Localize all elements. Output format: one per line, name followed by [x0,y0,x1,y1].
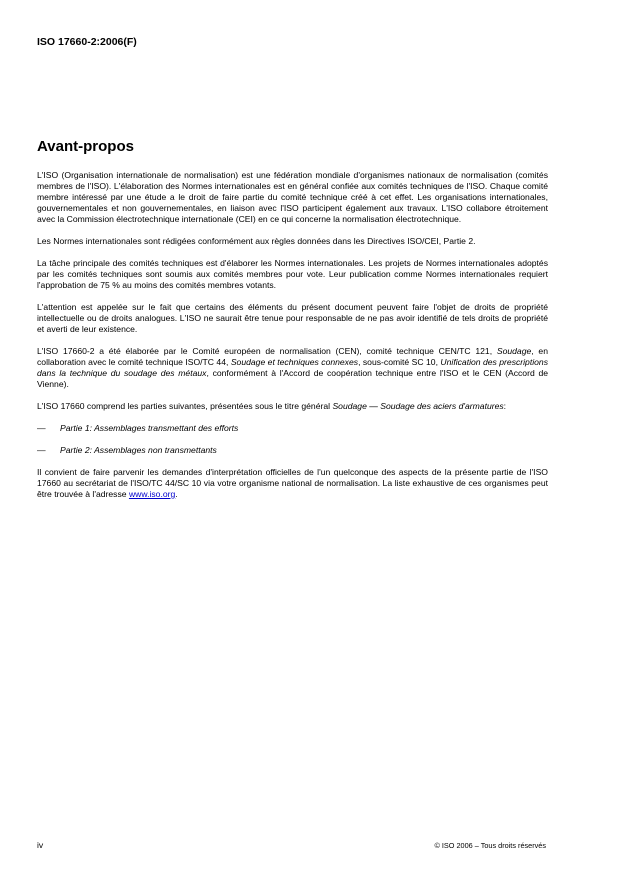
text: , en collaboration avec le comité technique ISO/TC 44, [37,346,548,367]
text: L'ISO 17660 comprend les parties suivantes, présentées sous le titre général [37,401,333,411]
paragraph-patent-rights: L'attention est appelée sur le fait que certains des éléments du présent document peuvent faire l'objet de droits de propriété intellectuelle ou de droits analogues. L'ISO ne saurait être tenue pour responsable de ne pas avoir identifié de tels droits de propriété et averti de leur existence. [37,302,548,334]
italic-text: Soudage [496,346,532,356]
list-item [37,445,548,456]
text: : [503,401,507,411]
paragraph-preparation [37,346,548,390]
text: , conformément à l'Accord de coopération technique entre l'ISO et le CEN (Accord de Vienne). [37,368,549,389]
italic-text: Unification des prescriptions dans la technique du soudage des métaux [37,357,548,378]
document-id-header: ISO 17660-2:2006(F) [37,36,137,48]
text: Il convient de faire parvenir les demandes d'interprétation officielles de l'un quelconque des aspects de la présente partie de l'ISO 17660 au secrétariat de l'ISO/TC 44/SC 10 via votre organisme national de normalisation. La liste exhaustive de ces organismes peut être trouvée à l'adresse [37,467,548,499]
paragraph-directives: Les Normes internationales sont rédigées conformément aux règles données dans les Directives ISO/CEI, Partie 2. [37,236,476,246]
copyright-notice: © ISO 2006 – Tous droits réservés [434,841,546,850]
page-number: iv [37,840,44,850]
paragraph-technical-committees: La tâche principale des comités techniques est d'élaborer les Normes internationales. Les projets de Normes internationales adoptés par les comités techniques sont soumis aux comités membres pour vote. Leur publication comme Normes internationales requiert l'approbation de 75 % au moins des comités membres votants. [37,258,548,290]
list-item [37,423,548,434]
text: L'ISO 17660-2 a été élaborée par le Comité européen de normalisation (CEN), comité technique CEN/TC 121, [37,346,497,356]
paragraph-interpretation-requests [37,467,548,500]
paragraph-iso-intro: L'ISO (Organisation internationale de normalisation) est une fédération mondiale d'organismes nationaux de normalisation (comités membres de l'ISO). L'élaboration des Normes internationales est en général confiée aux comités techniques de l'ISO. Chaque comité membre intéressé par une étude a le droit de faire partie du comité technique créé à cet effet. Les organisations internationales, gouvernementales et non gouvernementales, en liaison avec l'ISO participent également aux travaux. L'ISO collabore étroitement avec la Commission électrotechnique internationale (CEI) en ce qui concerne la normalisation électrotechnique. [37,170,548,224]
iso-website-link[interactable]: www.iso.org [128,489,176,499]
italic-text: Soudage — Soudage des aciers d'armatures [332,401,504,411]
dash-bullet: — [37,423,46,433]
text: . [175,489,178,499]
list-item-text: Partie 1: Assemblages transmettant des efforts [60,423,239,433]
dash-bullet: — [37,445,46,455]
italic-text: Soudage et techniques connexes [230,357,359,367]
section-title: Avant-propos [37,138,134,155]
list-item-text: Partie 2: Assemblages non transmettants [60,445,217,455]
foreword-body [37,170,548,511]
text: , sous-comité SC 10, [358,357,441,367]
paragraph-parts-intro [37,401,548,412]
